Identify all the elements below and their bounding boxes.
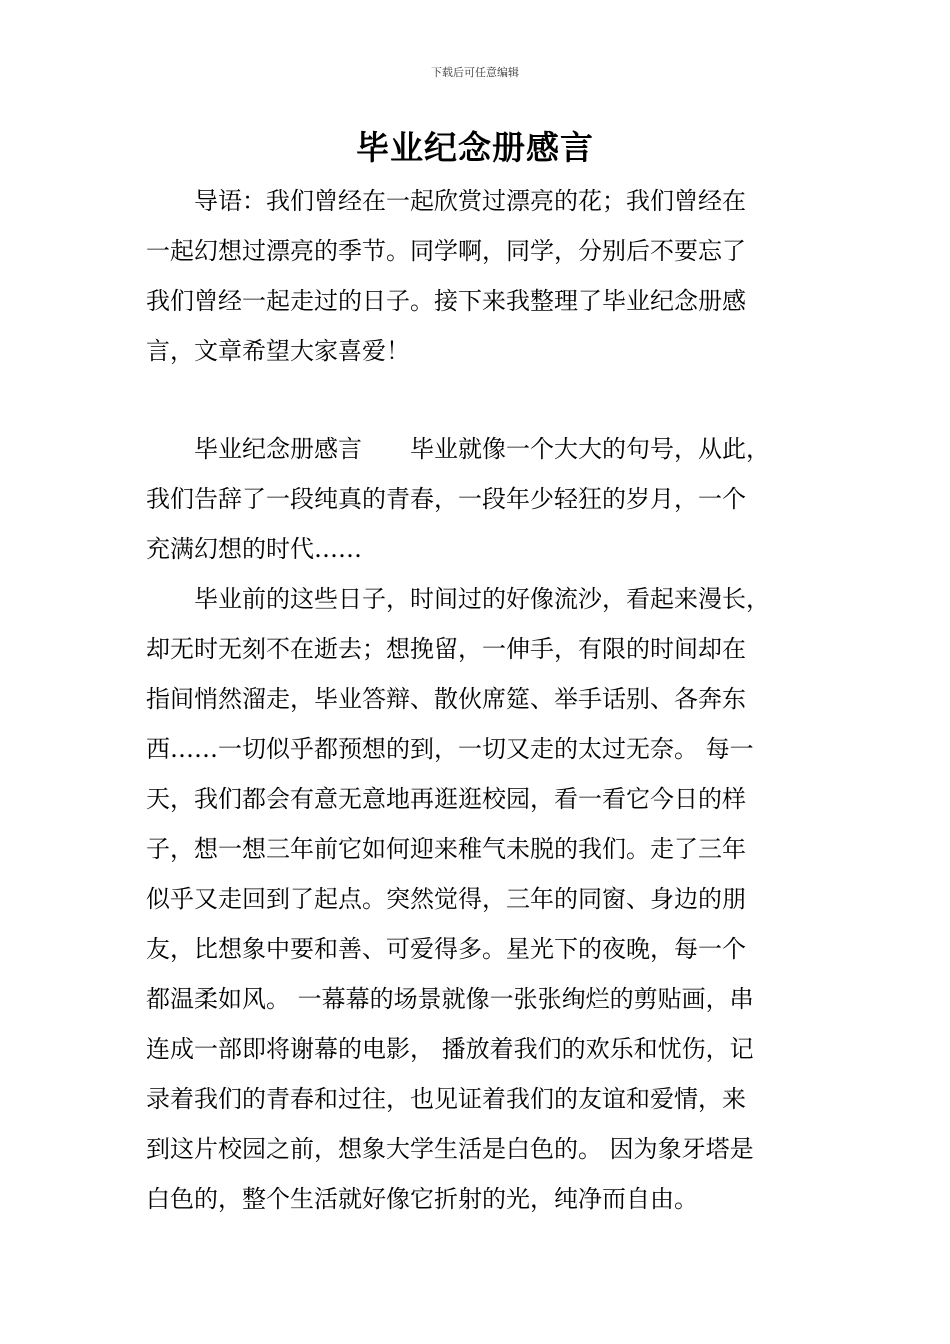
paragraph-line: 充满幻想的时代……: [146, 535, 362, 563]
paragraph-line: 到这片校园之前，想象大学生活是白色的。 因为象牙塔是: [146, 1135, 754, 1163]
paragraph-line: 毕业前的这些日子，时间过的好像流沙，看起来漫长，: [146, 585, 770, 613]
paragraph-line: 毕业纪念册感言 毕业就像一个大大的句号，从此，: [146, 435, 770, 463]
body-paragraph: [146, 574, 832, 1224]
paragraph-line: 西……一切似乎都预想的到，一切又走的太过无奈。 每一: [146, 735, 754, 763]
paragraph-line: 导语：我们曾经在一起欣赏过漂亮的花；我们曾经在: [146, 187, 746, 215]
intro-paragraph: [146, 176, 832, 376]
paragraph-line: 我们曾经一起走过的日子。接下来我整理了毕业纪念册感: [146, 287, 746, 315]
paragraph-line: 我们告辞了一段纯真的青春，一段年少轻狂的岁月，一个: [146, 485, 746, 513]
paragraph-line: 都温柔如风。 一幕幕的场景就像一张张绚烂的剪贴画，串: [146, 985, 754, 1013]
paragraph-line: 天，我们都会有意无意地再逛逛校园，看一看它今日的样: [146, 785, 746, 813]
paragraph-line: 友，比想象中要和善、可爱得多。星光下的夜晚，每一个: [146, 935, 746, 963]
paragraph-line: 言，文章希望大家喜爱！: [146, 337, 410, 365]
paragraph-line: 指间悄然溜走，毕业答辩、散伙席筵、举手话别、各奔东: [146, 685, 746, 713]
paragraph-line: 一起幻想过漂亮的季节。同学啊，同学，分别后不要忘了: [146, 237, 746, 265]
page-title: 毕业纪念册感言: [356, 128, 594, 167]
paragraph-line: 白色的，整个生活就好像它折射的光，纯净而自由。: [146, 1185, 698, 1213]
paragraph-line: 连成一部即将谢幕的电影， 播放着我们的欢乐和忧伤，记: [146, 1035, 754, 1063]
paragraph-line: 子，想一想三年前它如何迎来稚气未脱的我们。走了三年: [146, 835, 746, 863]
header-note: 下载后可任意编辑: [431, 66, 519, 79]
section-paragraph: [146, 424, 832, 574]
paragraph-line: 录着我们的青春和过往，也见证着我们的友谊和爱情，来: [146, 1085, 746, 1113]
paragraph-line: 却无时无刻不在逝去；想挽留，一伸手，有限的时间却在: [146, 635, 746, 663]
paragraph-line: 似乎又走回到了起点。突然觉得，三年的同窗、身边的朋: [146, 885, 746, 913]
